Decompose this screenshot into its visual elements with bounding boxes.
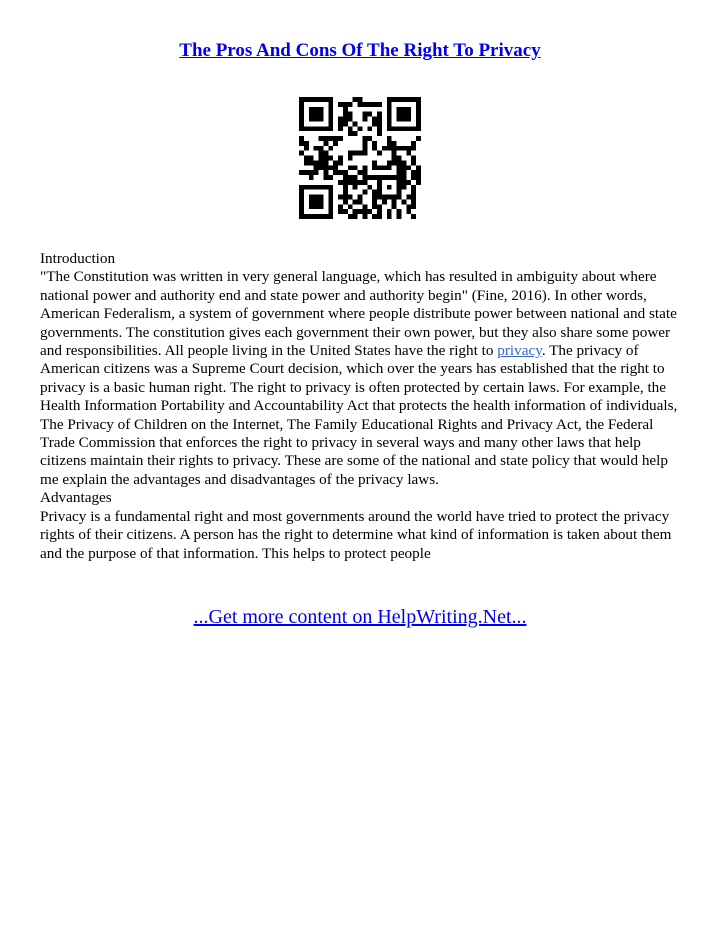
- qr-module: [416, 102, 421, 126]
- qr-module: [362, 102, 367, 107]
- qr-module: [387, 209, 392, 214]
- qr-module: [353, 175, 358, 180]
- qr-module: [401, 170, 406, 175]
- qr-module: [362, 204, 367, 209]
- qr-module: [319, 165, 324, 170]
- qr-module: [411, 195, 416, 200]
- qr-module: [401, 199, 406, 204]
- qr-module: [377, 204, 382, 209]
- qr-module: [358, 170, 363, 175]
- qr-module: [338, 180, 343, 185]
- qr-module: [401, 180, 406, 185]
- title-link[interactable]: The Pros And Cons Of The Right To Privacy: [179, 40, 541, 61]
- qr-module: [304, 170, 309, 175]
- qr-module: [299, 214, 333, 219]
- qr-module: [372, 165, 377, 170]
- qr-module: [387, 126, 421, 131]
- qr-module: [367, 112, 372, 117]
- qr-module: [309, 195, 324, 210]
- qr-module: [309, 175, 314, 180]
- qr-module: [338, 126, 343, 131]
- qr-module: [401, 160, 406, 165]
- qr-module: [353, 209, 358, 214]
- qr-module: [348, 131, 353, 136]
- qr-module: [333, 170, 338, 175]
- qr-module: [338, 121, 343, 126]
- qr-module: [397, 160, 402, 165]
- qr-module: [358, 209, 363, 214]
- qr-module: [397, 107, 412, 122]
- qr-module: [358, 199, 363, 204]
- qr-module: [392, 146, 397, 151]
- qr-module: [377, 165, 382, 170]
- qr-module: [299, 126, 333, 131]
- qr-module: [338, 117, 343, 122]
- qr-module: [387, 160, 392, 165]
- qr-module: [362, 117, 367, 122]
- qr-module: [333, 136, 338, 141]
- qr-module: [401, 185, 406, 190]
- qr-module: [323, 165, 328, 170]
- qr-module: [411, 175, 416, 180]
- qr-module: [387, 214, 392, 219]
- qr-module: [338, 170, 343, 175]
- qr-module: [411, 156, 416, 161]
- qr-module: [338, 156, 343, 161]
- qr-module: [377, 214, 382, 219]
- qr-module: [343, 112, 348, 117]
- qr-module: [392, 160, 397, 165]
- qr-module: [353, 131, 358, 136]
- qr-module: [362, 214, 367, 219]
- qr-module: [328, 156, 333, 161]
- qr-module: [309, 170, 314, 175]
- qr-module: [367, 175, 372, 180]
- qr-module: [372, 199, 377, 204]
- qr-module: [416, 165, 421, 170]
- qr-module: [416, 136, 421, 141]
- qr-module: [323, 160, 328, 165]
- qr-module: [367, 136, 372, 141]
- qr-module: [377, 117, 382, 122]
- qr-module: [333, 160, 338, 165]
- qr-module: [372, 121, 377, 126]
- qr-module: [411, 204, 416, 209]
- qr-module: [377, 209, 382, 214]
- qr-module: [348, 195, 353, 200]
- qr-module: [328, 146, 333, 151]
- qr-module: [362, 151, 367, 156]
- qr-module: [387, 136, 392, 141]
- qr-module: [397, 156, 402, 161]
- qr-module: [382, 199, 387, 204]
- qr-module: [377, 102, 382, 107]
- qr-module: [387, 165, 392, 170]
- qr-module: [377, 195, 401, 200]
- qr-module: [343, 209, 348, 214]
- qr-module: [323, 170, 328, 175]
- qr-module: [387, 102, 392, 126]
- qr-module: [406, 151, 411, 156]
- qr-module: [362, 175, 367, 180]
- qr-module: [372, 214, 377, 219]
- more-content-link[interactable]: ...Get more content on HelpWriting.Net...: [193, 606, 527, 628]
- qr-module: [416, 180, 421, 185]
- qr-module: [387, 97, 421, 102]
- qr-module: [397, 165, 402, 170]
- qr-module: [392, 199, 397, 204]
- qr-module: [372, 146, 377, 151]
- qr-module: [377, 126, 382, 131]
- qr-module: [406, 209, 411, 214]
- qr-module: [377, 112, 382, 117]
- qr-module: [392, 151, 397, 156]
- qr-module: [299, 170, 304, 175]
- qr-module: [343, 121, 348, 126]
- qr-module: [362, 136, 367, 141]
- qr-module: [319, 156, 324, 161]
- qr-module: [397, 214, 402, 219]
- qr-module: [397, 146, 402, 151]
- qr-module: [343, 199, 348, 204]
- qr-module: [362, 141, 367, 146]
- qr-module: [343, 102, 348, 107]
- qr-module: [397, 209, 402, 214]
- qr-module: [323, 141, 328, 146]
- qr-module: [367, 185, 372, 190]
- qr-module: [343, 190, 348, 195]
- qr-module: [353, 199, 358, 204]
- qr-module: [406, 180, 411, 185]
- qr-module: [411, 190, 416, 195]
- qr-module: [314, 160, 319, 165]
- qr-module: [348, 175, 353, 180]
- qr-module: [314, 170, 319, 175]
- qr-module: [377, 175, 401, 180]
- qr-module: [319, 151, 324, 156]
- qr-module: [392, 204, 397, 209]
- qr-module: [333, 165, 338, 170]
- qr-module: [377, 121, 382, 126]
- qr-module: [362, 209, 367, 214]
- qr-module: [353, 185, 358, 190]
- qr-module: [314, 146, 319, 151]
- qr-module: [348, 165, 353, 170]
- privacy-link[interactable]: privacy: [497, 342, 542, 360]
- qr-module: [372, 204, 377, 209]
- qr-module: [401, 165, 406, 170]
- qr-module: [358, 180, 363, 185]
- qr-module: [343, 175, 348, 180]
- qr-module: [348, 204, 353, 209]
- qr-module: [387, 146, 392, 151]
- qr-module: [372, 195, 377, 200]
- qr-module: [411, 199, 416, 204]
- qr-module: [358, 126, 363, 131]
- page-title: [0, 39, 720, 63]
- qr-module: [314, 165, 319, 170]
- qr-module: [348, 112, 353, 117]
- qr-module: [353, 214, 358, 219]
- qr-module: [299, 97, 333, 102]
- qr-module: [411, 214, 416, 219]
- qr-module: [338, 195, 343, 200]
- qr-module: [397, 180, 402, 195]
- qr-module: [304, 141, 309, 146]
- intro-text-start: "The Constitution was written in very general language, which has resulted in ambiguity about where national power and authority end and state power and authority begin" (Fine, 2016). In other words, American Federalism, a system of government where people distribute power between national and state governments. The constitution gives each government their own power, but they also share some power and responsibilities. All people living in the United States have the right to: [40, 268, 677, 360]
- qr-module: [353, 97, 358, 102]
- qr-module: [372, 102, 377, 107]
- qr-module: [372, 190, 377, 195]
- qr-module: [348, 156, 353, 161]
- qr-module: [338, 204, 343, 209]
- qr-module: [338, 136, 343, 141]
- intro-paragraph: [40, 268, 685, 489]
- qr-module: [358, 151, 363, 156]
- qr-module: [323, 175, 328, 180]
- qr-module: [348, 117, 353, 122]
- qr-module: [299, 136, 304, 141]
- qr-module: [319, 136, 324, 141]
- qr-module: [353, 151, 358, 156]
- qr-module: [353, 121, 358, 126]
- qr-module: [397, 170, 402, 175]
- qr-module: [392, 141, 397, 146]
- qr-module: [387, 185, 392, 190]
- qr-module: [411, 170, 416, 175]
- qr-module: [348, 151, 353, 156]
- qr-module: [416, 175, 421, 180]
- qr-module: [309, 107, 324, 122]
- qr-module: [377, 151, 382, 156]
- intro-heading: Introduction: [40, 250, 116, 267]
- qr-module: [406, 165, 411, 170]
- qr-module: [358, 97, 363, 102]
- qr-module: [338, 102, 343, 107]
- qr-module: [353, 165, 358, 170]
- qr-module: [411, 146, 416, 151]
- qr-module: [362, 180, 367, 185]
- qr-module: [299, 102, 304, 126]
- qr-module: [406, 195, 411, 200]
- qr-module: [362, 170, 367, 175]
- qr-module: [304, 146, 309, 151]
- qr-module: [304, 156, 309, 161]
- qr-module: [328, 190, 333, 214]
- qr-module: [382, 165, 387, 170]
- qr-module: [416, 170, 421, 175]
- qr-module: [401, 175, 406, 180]
- qr-module: [338, 160, 343, 165]
- more-content-section: [0, 604, 720, 630]
- qr-module: [304, 160, 309, 165]
- qr-module: [343, 170, 348, 175]
- qr-module: [328, 175, 333, 180]
- qr-module: [353, 180, 358, 185]
- qr-module: [411, 185, 416, 190]
- qr-code-icon: [299, 97, 421, 219]
- qr-module: [367, 209, 372, 214]
- qr-module: [372, 141, 377, 146]
- qr-module: [343, 185, 348, 190]
- qr-module: [411, 141, 416, 146]
- qr-module: [348, 126, 353, 131]
- qr-module: [387, 141, 392, 146]
- qr-module: [348, 102, 353, 107]
- qr-module: [362, 146, 367, 151]
- qr-module: [309, 160, 314, 165]
- qr-module: [299, 151, 304, 156]
- qr-module: [323, 151, 328, 156]
- qr-module: [372, 117, 377, 122]
- qr-module: [377, 131, 382, 136]
- qr-module: [392, 156, 397, 161]
- qr-module: [348, 214, 353, 219]
- qr-module: [401, 146, 406, 151]
- qr-module: [367, 126, 372, 131]
- qr-module: [372, 175, 377, 180]
- qr-module: [299, 190, 304, 214]
- qr-module: [319, 160, 324, 165]
- qr-module: [372, 160, 377, 165]
- qr-module: [343, 117, 348, 122]
- qr-module: [362, 190, 367, 195]
- qr-module: [377, 180, 382, 195]
- qr-module: [358, 102, 363, 107]
- qr-module: [362, 165, 367, 170]
- article-body: [40, 250, 685, 563]
- intro-text-end: . The privacy of American citizens was a Supreme Court decision, which over the years has established that the right to privacy is a basic human right. The right to privacy is often protected by certain laws. For example, the Health Information Portability and Accountability Act that protects the health information of individuals, The Privacy of Children on the Internet, The Family Educational Rights and Privacy Act, the Federal Trade Commission that enforces the right to privacy in several ways and many other laws that help citizens maintain their rights to privacy. These are some of the national and state policy that would help me explain the advantages and disadvantages of the privacy laws.: [40, 342, 678, 488]
- qr-module: [299, 141, 304, 146]
- qr-module: [323, 156, 328, 161]
- qr-module: [343, 195, 348, 200]
- qr-module: [333, 141, 338, 146]
- qr-module: [367, 102, 372, 107]
- qr-module: [328, 136, 333, 141]
- qr-module: [299, 185, 333, 190]
- qr-module: [328, 165, 333, 170]
- qr-module: [358, 195, 363, 200]
- qr-module: [338, 209, 343, 214]
- qr-module: [319, 146, 324, 151]
- qr-module: [309, 156, 314, 161]
- qr-module: [343, 107, 348, 112]
- qr-module: [328, 102, 333, 126]
- qr-module: [382, 146, 387, 151]
- qr-code-image: [299, 97, 421, 219]
- qr-module: [406, 204, 411, 209]
- qr-module: [411, 160, 416, 165]
- qr-module: [362, 112, 367, 117]
- qr-module: [343, 180, 348, 185]
- advantages-paragraph: Privacy is a fundamental right and most governments around the world have tried to protect the privacy rights of their citizens. A person has the right to determine what kind of information is taken about them and the purpose of that information. This helps to protect people: [40, 507, 672, 562]
- qr-module: [406, 146, 411, 151]
- qr-module: [323, 136, 328, 141]
- advantages-heading: Advantages: [40, 489, 112, 507]
- qr-module: [348, 180, 353, 185]
